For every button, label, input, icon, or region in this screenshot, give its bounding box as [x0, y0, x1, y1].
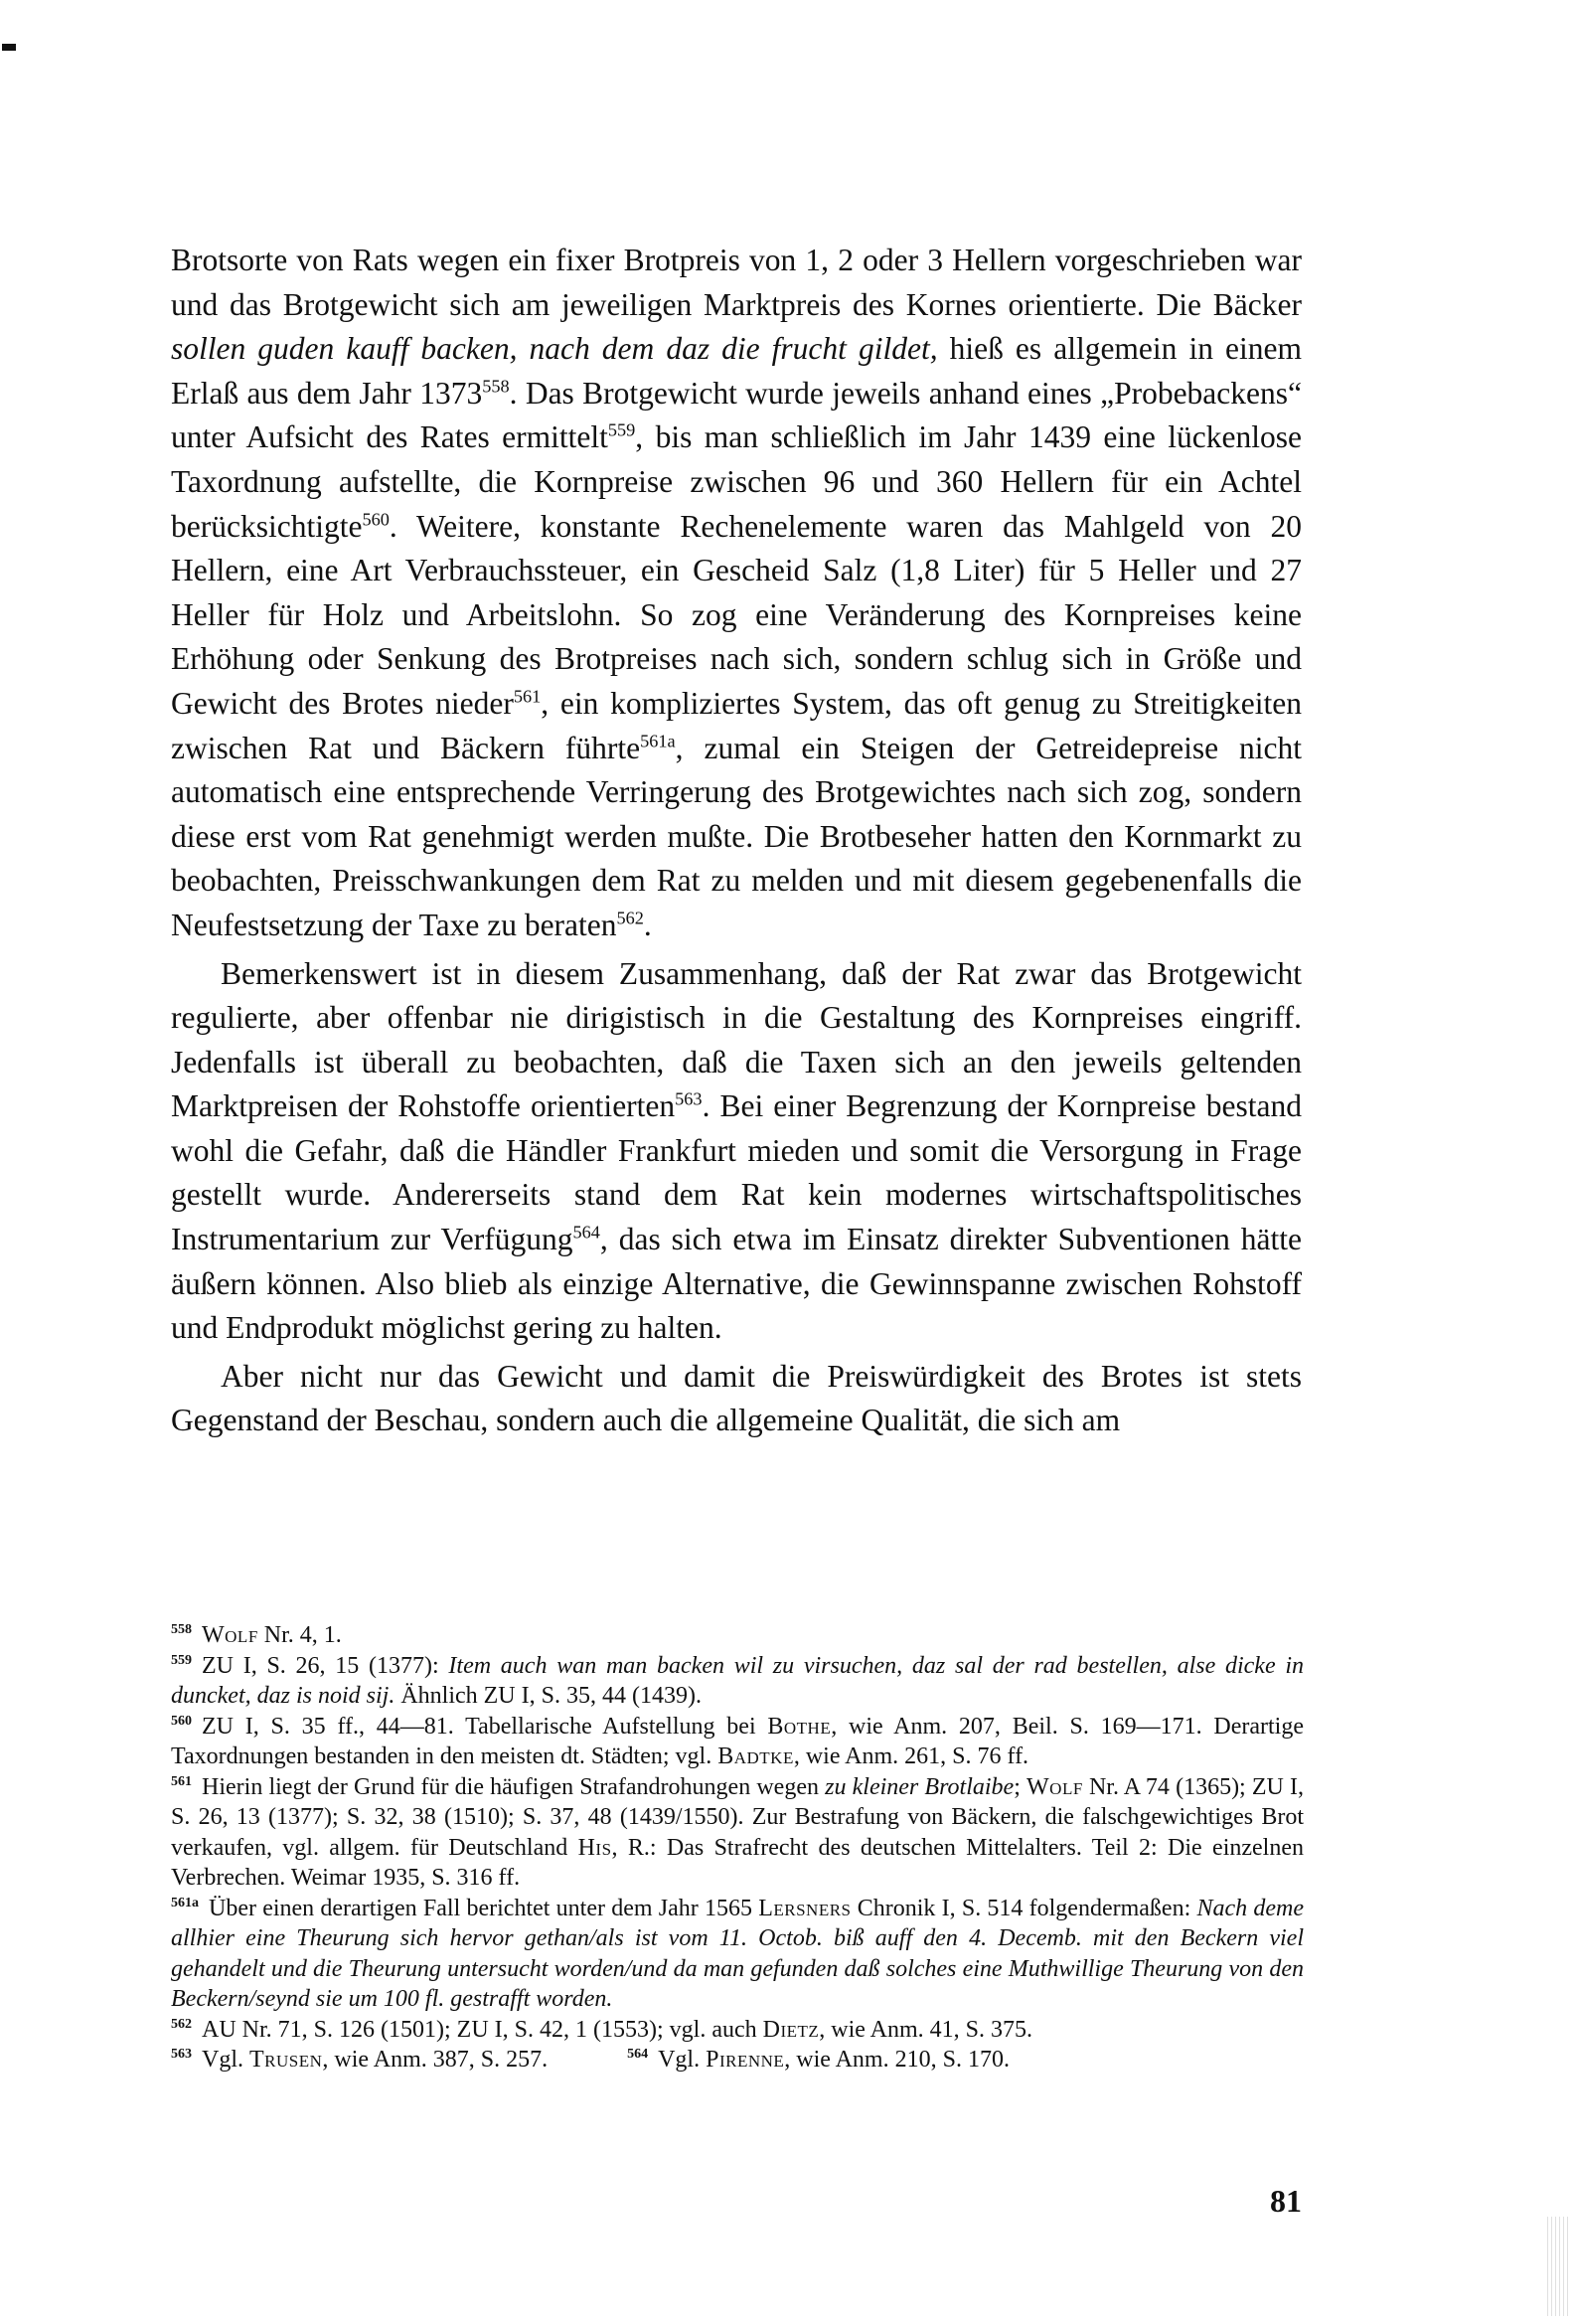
- footnote-text: , wie Anm. 207, Beil. S. 169—171. Derartige Taxordnungen bestanden in den meisten dt. Städten; vgl.: [171, 1713, 1304, 1769]
- footnote-560: [171, 1712, 1304, 1772]
- author-name: Bothe: [767, 1713, 832, 1740]
- author-name: His: [577, 1834, 612, 1861]
- quote-italic: Item auch wan man backen wil zu virsuchen, daz sal der rad bestellen, alse dicke in duncket, daz is noid sij.: [171, 1652, 1305, 1709]
- footnote-number: 561: [171, 1773, 192, 1789]
- text-run: , ein kompliziertes System, das oft genug zu Streitigkeiten zwischen Rat und Bäckern führte: [171, 685, 1302, 765]
- footnote-text: , wie Anm. 41, S. 375.: [819, 2016, 1032, 2043]
- author-name: Trusen: [249, 2047, 323, 2073]
- footnote-text: Ähnlich ZU I, S. 35, 44 (1439).: [394, 1683, 702, 1709]
- paragraph-1: [171, 239, 1302, 948]
- scan-mark: [2, 44, 16, 51]
- footnote-ref[interactable]: 560: [362, 509, 390, 530]
- footnote-row: [171, 2045, 1304, 2075]
- main-text: [171, 239, 1302, 1443]
- footnote-ref[interactable]: 563: [675, 1088, 703, 1109]
- author-name: Dietz: [762, 2016, 820, 2043]
- text-run: Bemerkenswert ist in diesem Zusammenhang, daß der Rat zwar das Brotgewicht regulierte, aber offenbar nie dirigistisch in die Gestaltung des Kornpreises eingriff. Jedenfalls ist überall zu beobachten, daß die Taxen sich an den jeweils geltenden Marktpreisen der Rohstoffe orientierten: [171, 955, 1302, 1124]
- text-run: Aber nicht nur das Gewicht und damit die Preiswürdigkeit des Brotes ist stets Gegenstand der Beschau, sondern auch die allgemeine Qualität, die sich am: [171, 1358, 1302, 1438]
- footnote-number: 564: [627, 2047, 649, 2062]
- author-name: Lersners: [758, 1895, 852, 1921]
- footnote-ref[interactable]: 562: [616, 908, 644, 928]
- footnote-text: Über einen derartigen Fall berichtet unter dem Jahr 1565: [209, 1895, 759, 1921]
- quote-italic: zu kleiner Brotlaibe: [825, 1773, 1015, 1800]
- footnote-ref[interactable]: 561: [513, 686, 542, 707]
- text-run: . Weitere, konstante Rechenelemente waren das Mahlgeld von 20 Hellern, eine Art Verbrauchssteuer, ein Gescheid Salz (1,8 Liter) für 5 Heller und 27 Heller für Holz und Arbeitslohn. So zog eine Veränderung des Kornpreises keine Erhöhung oder Senkung des Brotpreises nach sich, sondern schlug sich in Größe und Gewicht des Brotes nieder: [171, 508, 1302, 721]
- footnote-text: , wie Anm. 387, S. 257.: [322, 2047, 549, 2073]
- footnote-text: , R.: Das Strafrecht des deutschen Mittelalters. Teil 2: Die einzelnen Verbrechen. Weimar 1935, S. 316 ff.: [171, 1834, 1304, 1891]
- footnote-text: Nr. 4, 1.: [257, 1622, 342, 1648]
- footnote-ref[interactable]: 558: [482, 376, 510, 397]
- footnote-text: Nr. A 74 (1365); ZU I, S. 26, 13 (1377); S. 32, 38 (1510); S. 37, 48 (1439/1550). Zur Bestrafung von Bäckern, die falschgewichtiges Brot verkaufen, vgl. allgem. für Deutschland: [171, 1773, 1305, 1861]
- footnote-number: 558: [171, 1622, 192, 1637]
- footnote-text: Hierin liegt der Grund für die häufigen Strafandrohungen wegen: [202, 1773, 826, 1800]
- quote-italic: Nach deme allhier eine Theurung sich hervor gethan/als ist vom 11. Octob. biß auff den 4. Decemb. mit den Beckern viel gehandelt und die Theurung untersucht worden/und da man gefunden daß solches eine Muthwillige Theurung von den Beckern/seynd sie um 100 fl. gestrafft worden.: [171, 1895, 1305, 2012]
- footnote-ref[interactable]: 564: [572, 1222, 600, 1243]
- footnote-text: ZU I, S. 35 ff., 44—81. Tabellarische Aufstellung bei: [202, 1713, 768, 1740]
- text-run: . Bei einer Begrenzung der Kornpreise bestand wohl die Gefahr, daß die Händler Frankfurt mieden und somit die Versorgung in Frage gestellt wurde. Andererseits stand dem Rat kein modernes wirtschaftspolitisches Instrumentarium zur Verfügung: [171, 1088, 1302, 1257]
- author-name: Wolf: [202, 1622, 258, 1648]
- text-run: , bis man schließlich im Jahr 1439 eine lückenlose Taxordnung aufstellte, die Kornpreise zwischen 96 und 360 Hellern für ein Achtel berücksichtigte: [171, 419, 1302, 544]
- footnote-text: Vgl.: [202, 2047, 249, 2073]
- text-run: , zumal ein Steigen der Getreidepreise nicht automatisch eine entsprechende Verringerung des Brotgewichtes nach sich zog, sondern diese erst vom Rat genehmigt werden mußte. Die Brotbeseher hatten den Kornmarkt zu beobachten, Preisschwankungen dem Rat zu melden und mit diesem gegebenenfalls die Neufestsetzung der Taxe zu beraten: [171, 730, 1302, 942]
- footnote-text: Vgl.: [658, 2047, 707, 2073]
- paragraph-2: [171, 952, 1302, 1351]
- scan-edge-artifact: [1547, 2217, 1569, 2316]
- text-run: . Das Brotgewicht wurde jeweils anhand eines „Probebackens“ unter Aufsicht des Rates ermittelt: [171, 375, 1302, 455]
- footnote-number: 559: [171, 1652, 192, 1668]
- footnote-text: Chronik I, S. 514 folgendermaßen:: [851, 1895, 1197, 1921]
- footnote-ref[interactable]: 561a: [640, 731, 676, 751]
- footnote-559: [171, 1651, 1304, 1712]
- footnote-561: [171, 1772, 1304, 1894]
- footnote-ref[interactable]: 559: [607, 419, 636, 440]
- footnote-561a: [171, 1894, 1304, 2015]
- page-number: 81: [1270, 2183, 1302, 2219]
- footnote-562: [171, 2015, 1304, 2046]
- footnote-563: [171, 2045, 548, 2075]
- footnote-number: 560: [171, 1713, 192, 1729]
- footnote-number: 561a: [171, 1895, 199, 1910]
- footnote-text: ;: [1014, 1773, 1027, 1800]
- footnote-558: [171, 1620, 1304, 1651]
- footnote-text: , wie Anm. 261, S. 76 ff.: [793, 1743, 1029, 1769]
- text-run: .: [643, 907, 652, 942]
- quote-italic: sollen guden kauff backen, nach dem daz die frucht gildet,: [171, 331, 938, 367]
- text-run: Brotsorte von Rats wegen ein fixer Brotpreis von 1, 2 oder 3 Hellern vorgeschrieben war und das Brotgewicht sich am jeweiligen Marktpreis des Kornes orientierte. Die Bäcker: [171, 243, 1302, 322]
- text-run: hieß es allgemein in einem Erlaß aus dem Jahr 1373: [171, 331, 1302, 411]
- footnote-number: 563: [171, 2047, 192, 2062]
- footnote-564: [627, 2045, 1010, 2075]
- footnote-text: AU Nr. 71, S. 126 (1501); ZU I, S. 42, 1 (1553); vgl. auch: [202, 2016, 763, 2043]
- paragraph-3: [171, 1355, 1302, 1443]
- author-name: Wolf: [1026, 1773, 1083, 1800]
- author-name: Badtke: [717, 1743, 794, 1769]
- text-run: , das sich etwa im Einsatz direkter Subventionen hätte äußern können. Also blieb als einzige Alternative, die Gewinnspanne zwischen Rohstoff und Endprodukt möglichst gering zu halten.: [171, 1222, 1302, 1346]
- footnote-text: , wie Anm. 210, S. 170.: [784, 2047, 1010, 2073]
- footnote-number: 562: [171, 2016, 192, 2032]
- footnote-text: ZU I, S. 26, 15 (1377):: [202, 1652, 449, 1679]
- author-name: Pirenne: [706, 2047, 785, 2073]
- footnotes: [171, 1620, 1304, 2075]
